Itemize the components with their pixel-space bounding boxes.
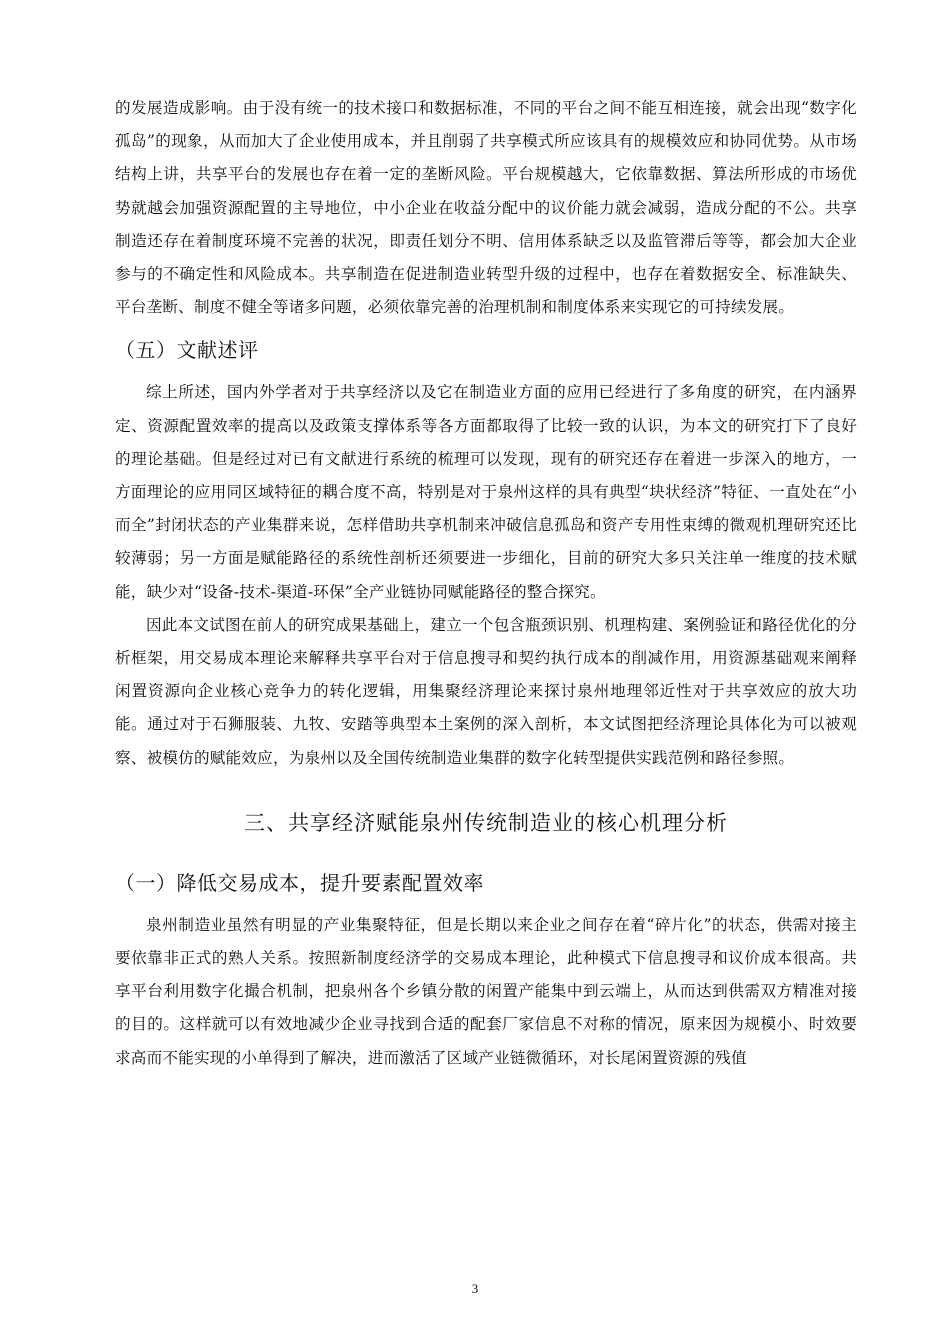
document-body xyxy=(115,92,857,1075)
section-heading-transaction-cost: （一）降低交易成本，提升要素配置效率 xyxy=(115,870,484,895)
paragraph-continued: 的发展造成影响。由于没有统一的技术接口和数据标准，不同的平台之间不能互相连接，就会出现“数字化孤岛”的现象，从而加大了企业使用成本，并且削弱了共享模式所应该具有的规模效应和协同优势。从市场结构上讲，共享平台的发展也存在着一定的垄断风险。平台规模越大，它依靠数据、算法所形成的市场优势就越会加强资源配置的主导地位，中小企业在收益分配中的议价能力就会减弱，造成分配的不公。共享制造还存在着制度环境不完善的状况，即责任划分不明、信用体系缺乏以及监管滞后等等，都会加大企业参与的不确定性和风险成本。共享制造在促进制造业转型升级的过程中，也存在着数据安全、标准缺失、平台垄断、制度不健全等诸多问题，必须依靠完善的治理机制和制度体系来实现它的可持续发展。 xyxy=(115,99,857,317)
paragraph-literature-review-1: 综上所述，国内外学者对于共享经济以及它在制造业方面的应用已经进行了多角度的研究，在内涵界定、资源配置效率的提高以及政策支撑体系等各方面都取得了比较一致的认识，为本文的研究打下了良好的理论基础。但是经过对已有文献进行系统的梳理可以发现，现有的研究还存在着进一步深入的地方，一方面理论的应用同区域特征的耦合度不高，特别是对于泉州这样的具有典型“块状经济”特征、一直处在“小而全”封闭状态的产业集群来说，怎样借助共享机制来冲破信息孤岛和资产专用性束缚的微观机理研究还比较薄弱；另一方面是赋能路径的系统性剖析还须要进一步细化，目前的研究大多只关注单一维度的技术赋能，缺少对“设备-技术-渠道-环保”全产业链协同赋能路径的整合探究。 xyxy=(115,383,857,601)
page-number: 3 xyxy=(471,1281,479,1296)
paragraph-transaction-cost-1: 泉州制造业虽然有明显的产业集聚特征，但是长期以来企业之间存在着“碎片化”的状态，供需对接主要依靠非正式的熟人关系。按照新制度经济学的交易成本理论，此种模式下信息搜寻和议价成本很高。共享平台利用数字化撮合机制，把泉州各个乡镇分散的闲置产能集中到云端上，从而达到供需双方精准对接的目的。这样就可以有效地减少企业寻找到合适的配套厂家信息不对称的情况，原来因为规模小、时效要求高而不能实现的小单得到了解决，进而激活了区域产业链微循环，对长尾闲置资源的残值 xyxy=(115,915,857,1067)
paragraph-literature-review-2: 因此本文试图在前人的研究成果基础上，建立一个包含瓶颈识别、机理构建、案例验证和路径优化的分析框架，用交易成本理论来解释共享平台对于信息搜寻和契约执行成本的削减作用，用资源基础观来阐释闲置资源向企业核心竞争力的转化逻辑，用集聚经济理论来探讨泉州地理邻近性对于共享效应的放大功能。通过对于石狮服装、九牧、安踏等典型本土案例的深入剖析，本文试图把经济理论具体化为可以被观察、被模仿的赋能效应，为泉州以及全国传统制造业集群的数字化转型提供实践范例和路径参照。 xyxy=(115,615,857,767)
chapter-heading: 三、共享经济赋能泉州传统制造业的核心机理分析 xyxy=(244,810,728,835)
section-heading-literature-review: （五）文献述评 xyxy=(115,338,259,363)
